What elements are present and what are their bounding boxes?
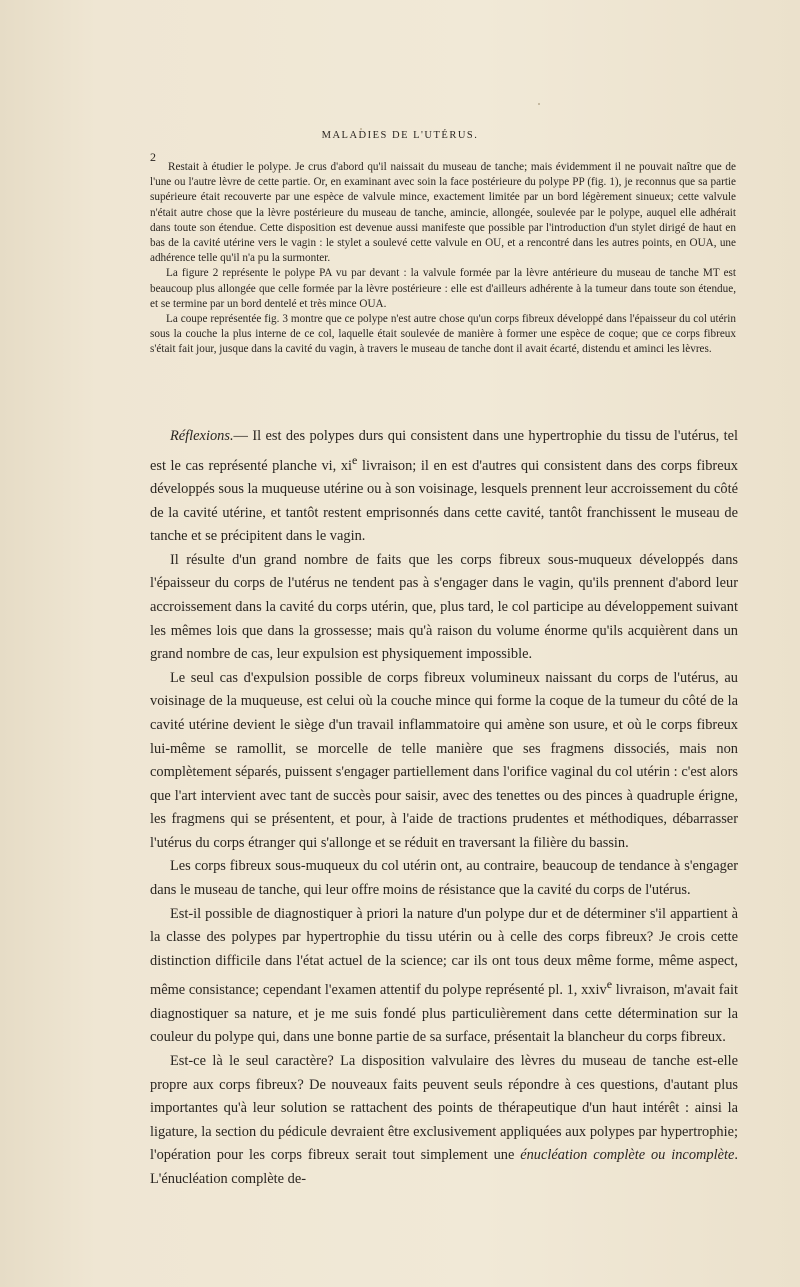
reflexions-text-after: livraison; il en est d'autres qui consistent dans des corps fibreux développés sous la muqueuse utérine ou à son voisinage, lesquels prennent leur accroissement du côté de la cavité utérine, et tantôt restent emprisonnés dans cette cavité, tantôt franchissent le museau de tanche et se précipitent dans le vagin. [150, 457, 738, 545]
page-number: 2 [150, 150, 156, 164]
reflexions-text: — Il est des polypes durs qui consistent dans une hypertrophie du tissu de l'utérus, tel est le cas représenté planche vi, xi [150, 428, 738, 474]
paragraph-diagnostic [150, 903, 738, 1050]
paragraph-enucleation [150, 1050, 738, 1192]
paper-speck [538, 103, 540, 105]
diagnostic-text: Est-il possible de diagnostiquer à priori la nature d'un polype dur et de déterminer s'il appartient à la classe des polypes par hypertrophie du tissu utérin ou à celle des corps fibreux? Je crois cette distinction difficile dans l'état actuel de la science; car ils ont tous deux même forme, même aspect, même consistance; cependant l'examen attentif du polype représenté pl. 1, xxiv [150, 905, 738, 999]
case-paragraph-polyp: Restait à étudier le polype. Je crus d'abord qu'il naissait du museau de tanche; mais évidemment il ne pouvait naître que de l'une ou l'autre lèvre de cette partie. Or, en examinant avec soin la face postérieure du polype PP (fig. 1), je reconnus que sa partie supérieure était recouverte par une espèce de valvule mince, exactement limitée par un bord légèrement sinueux; cette valvule n'était autre chose que la lèvre postérieure du museau de tanche, amincie, allongée, soulevée par le polype, auquel elle adhérait dans toute son étendue. Cette disposition est devenue aussi manifeste que possible par l'introduction d'un stylet dirigé de haut en bas de la cavité utérine vers le vagin : le stylet a soulevé cette valvule en OU, et a rencontré dans les autres points, en OUA, une adhérence telle qu'il n'a pu la surmonter. [150, 161, 736, 265]
paragraph-expulsion-impossible: Il résulte d'un grand nombre de faits que les corps fibreux sous-muqueux développés dans l'épaisseur du corps de l'utérus ne tendent pas à s'engager dans le vagin, qu'ils prennent d'abord leur accroissement dans la cavité du corps utérin, que, plus tard, le col participe au développement suivant les mêmes lois que dans la grossesse; mais qu'à raison du volume énorme qu'ils acquièrent dans un grand nombre de cas, leur expulsion est physiquement impossible. [150, 551, 738, 663]
paragraph-col-uterin: Les corps fibreux sous-muqueux du col utérin ont, au contraire, beaucoup de tendance à s'engager dans le museau de tanche, qui leur offre moins de résistance que la cavité du corps de l'utérus. [150, 858, 738, 899]
reflexions-paragraph [150, 425, 738, 549]
diagnostic-text-after: livraison, m'avait fait diagnostiquer sa nature, et je me suis fondé plus particulièrement dans cette détermination sur la couleur du polype qui, dans une bonne partie de sa surface, présentait la blancheur du corps fibreux. [150, 982, 738, 1046]
enucleation-text-after: . L'énucléation complète de- [150, 1147, 738, 1187]
enucleation-text: Est-ce là le seul caractère? La disposition valvulaire des lèvres du museau de tanche est-elle propre aux corps fibreux? De nouveaux faits peuvent seuls répondre à ces questions, d'autant plus importantes qu'à leur solution se rattachent des points de thérapeutique d'un haut intérêt : ainsi la ligature, la section du pédicule devraient être exclusivement appliquées aux polypes par hypertrophie; l'opération pour les corps fibreux serait tout simplement une [150, 1053, 738, 1164]
reflexions-label: Réflexions. [170, 428, 234, 444]
case-paragraph-figure-3: La coupe représentée fig. 3 montre que ce polype n'est autre chose qu'un corps fibreux développé dans l'épaisseur du col utérin sous la couche la plus interne de ce col, laquelle était soulevée de manière à former une espèce de coque; que ce corps fibreux s'était fait jour, jusque dans la cavité du vagin, à travers le museau de tanche dont il avait écarté, distendu et aminci les lèvres. [150, 313, 736, 356]
superscript-e: e [606, 977, 613, 992]
case-paragraph-figure-2: La figure 2 représente le polype PA vu par devant : la valvule formée par la lèvre antérieure du museau de tanche MT est beaucoup plus allongée que celle formée par la lèvre postérieure : elle est d'ailleurs adhérente à la tumeur dans toute son étendue, et se termine par un bord dentelé et très mince OUA. [150, 267, 736, 310]
paragraph-seul-cas: Le seul cas d'expulsion possible de corps fibreux volumineux naissant du corps de l'utérus, au voisinage de la muqueuse, est celui où la couche mince qui forme la coque de la tumeur du côté de la cavité utérine devient le siège d'un travail inflammatoire qui amène son usure, et où le corps fibreux lui-même se ramollit, se morcelle de telle manière que ses fragmens dissociés, mais non complètement séparés, puissent s'engager partiellement dans l'orifice vaginal du col utérin : c'est alors que l'art intervient avec tant de succès pour saisir, avec des tenettes ou des pinces à quadruple érigne, les fragmens qui se présentent, et pour, à l'aide de tractions prudentes et méthodiques, débarrasser l'utérus du corps étranger qui s'allonge et se réduit en traversant la filière du bassin. [150, 669, 738, 851]
superscript-e: e [352, 452, 358, 467]
case-description-block [150, 160, 736, 358]
enucleation-emphasis: énucléation complète ou incomplète [520, 1147, 735, 1164]
running-title: MALADIES DE L'UTÉRUS. [321, 130, 479, 141]
reflexions-block [150, 425, 738, 1192]
